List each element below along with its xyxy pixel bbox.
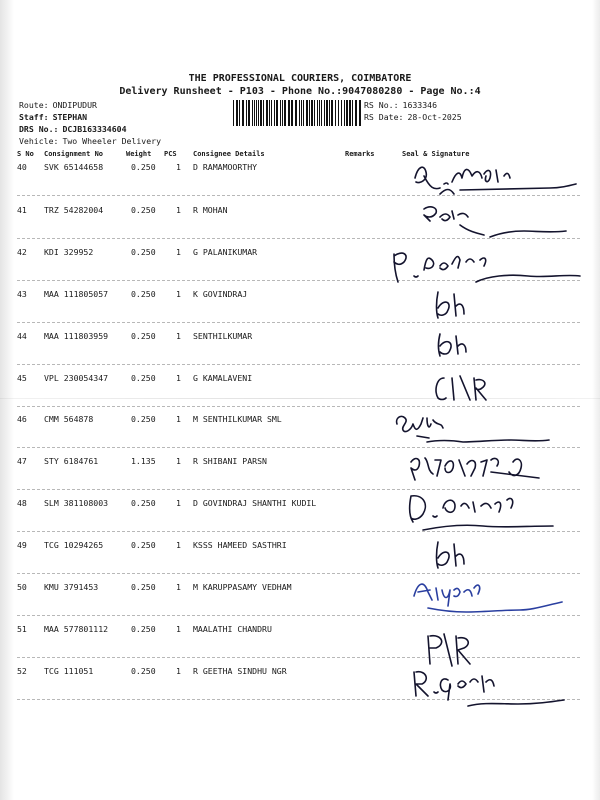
row-weight: 0.250: [131, 331, 156, 341]
row-weight: 0.250: [131, 162, 156, 172]
row-consignee: MAALATHI CHANDRU: [193, 624, 272, 634]
row-pcs: 1: [176, 414, 181, 424]
row-weight: 0.250: [131, 582, 156, 592]
row-weight: 0.250: [131, 247, 156, 257]
barcode-bar: [303, 100, 304, 126]
row-pcs: 1: [176, 582, 181, 592]
row-consignment-no: TCG 10294265: [44, 540, 104, 550]
barcode-bar: [266, 100, 268, 126]
signature-row-49: [430, 538, 470, 576]
drs-value: DCJB163334604: [62, 124, 127, 134]
row-sno: 49: [17, 540, 27, 550]
barcode-bar: [352, 100, 353, 126]
row-weight: 0.250: [131, 414, 156, 424]
row-sno: 42: [17, 247, 27, 257]
signature-row-43: [430, 288, 470, 326]
signature-row-50: [408, 576, 568, 624]
row-consignee: KSSS HAMEED SASTHRI: [193, 540, 287, 550]
barcode-bar: [282, 100, 283, 126]
row-sno: 47: [17, 456, 27, 466]
runsheet-barcode: [233, 100, 361, 126]
row-consignee: R MOHAN: [193, 205, 228, 215]
row-weight: 1.135: [131, 456, 156, 466]
row-consignment-no: KDI 329952: [44, 247, 94, 257]
barcode-bar: [271, 100, 272, 126]
row-divider: [17, 364, 580, 365]
row-consignee: R SHIBANI PARSN: [193, 456, 267, 466]
barcode-bar: [335, 100, 336, 126]
barcode-bar: [319, 100, 320, 126]
row-consignment-no: VPL 230054347: [44, 373, 109, 383]
row-weight: 0.250: [131, 498, 156, 508]
barcode-bar: [256, 100, 257, 126]
vehicle-value: Two Wheeler Delivery: [62, 136, 162, 146]
barcode-bar: [236, 100, 238, 126]
row-consignee: SENTHILKUMAR: [193, 331, 253, 341]
row-weight: 0.250: [131, 666, 156, 676]
row-weight: 0.250: [131, 205, 156, 215]
barcode-bar: [314, 100, 315, 126]
company-title: THE PROFESSIONAL COURIERS, COIMBATORE: [188, 73, 412, 84]
row-consignment-no: STY 6184761: [44, 456, 99, 466]
row-sno: 45: [17, 373, 27, 383]
barcode-bar: [355, 100, 357, 126]
barcode-bar: [306, 100, 308, 126]
barcode-bar: [317, 100, 318, 126]
table-row: [0, 289, 600, 329]
barcode-bar: [299, 100, 300, 126]
row-consignee: K GOVINDRAJ: [193, 289, 248, 299]
barcode-bar: [269, 100, 270, 126]
barcode-bar: [276, 100, 278, 126]
row-weight: 0.250: [131, 624, 156, 634]
runsheet-subtitle: Delivery Runsheet - P103 - Phone No.:9047080280 - Page No.:4: [119, 86, 481, 97]
drs-line: [19, 124, 127, 134]
row-consignment-no: SLM 381108003: [44, 498, 109, 508]
row-pcs: 1: [176, 498, 181, 508]
barcode-bar: [329, 100, 330, 126]
signature-row-46: [393, 410, 553, 454]
row-weight: 0.250: [131, 289, 156, 299]
barcode-bar: [291, 100, 293, 126]
row-pcs: 1: [176, 205, 181, 215]
row-consignee: R GEETHA SINDHU NGR: [193, 666, 287, 676]
signature-row-52: [408, 662, 568, 712]
barcode-bar: [254, 100, 255, 126]
barcode-bar: [258, 100, 259, 126]
row-sno: 46: [17, 414, 27, 424]
row-pcs: 1: [176, 289, 181, 299]
barcode-bar: [311, 100, 313, 126]
row-consignment-no: KMU 3791453: [44, 582, 99, 592]
col-header-pcs: PCS: [164, 150, 177, 158]
col-header-consignee: Consignee Details: [193, 150, 265, 158]
row-weight: 0.250: [131, 373, 156, 383]
row-sno: 44: [17, 331, 27, 341]
barcode-bar: [288, 100, 290, 126]
row-consignment-no: TCG 111051: [44, 666, 94, 676]
rs-date-label: RS Date:: [364, 112, 404, 122]
table-row: [0, 331, 600, 371]
row-sno: 41: [17, 205, 27, 215]
row-sno: 43: [17, 289, 27, 299]
barcode-bar: [242, 100, 244, 126]
row-consignment-no: TRZ 54282004: [44, 205, 104, 215]
drs-label: DRS No.:: [19, 124, 59, 134]
rs-no-value: 1633346: [402, 100, 438, 110]
signature-row-44: [432, 330, 472, 364]
row-pcs: 1: [176, 331, 181, 341]
barcode-bar: [233, 100, 234, 126]
staff-value: STEPHAN: [52, 112, 88, 122]
col-header-sno: S No: [17, 150, 34, 158]
barcode-bar: [246, 100, 247, 126]
row-sno: 40: [17, 162, 27, 172]
col-header-remarks: Remarks: [345, 150, 375, 158]
signature-row-41: [420, 203, 570, 249]
row-divider: [17, 573, 580, 574]
staff-label: Staff:: [19, 112, 49, 122]
signature-row-45: [430, 372, 500, 408]
barcode-bar: [248, 100, 250, 126]
barcode-bar: [239, 100, 240, 126]
barcode-bar: [263, 100, 264, 126]
barcode-bar: [344, 100, 345, 126]
row-sno: 52: [17, 666, 27, 676]
row-pcs: 1: [176, 666, 181, 676]
rs-date-value: 28-Oct-2025: [407, 112, 462, 122]
row-consignee: D RAMAMOORTHY: [193, 162, 258, 172]
row-pcs: 1: [176, 162, 181, 172]
col-header-weight: Weight: [126, 150, 152, 158]
signature-row-40: [410, 158, 580, 204]
row-consignee: G PALANIKUMAR: [193, 247, 258, 257]
row-consignee: M SENTHILKUMAR SML: [193, 414, 282, 424]
barcode-bar: [309, 100, 310, 126]
barcode-bar: [341, 100, 342, 126]
route-line: [19, 100, 97, 110]
row-consignee: M KARUPPASAMY VEDHAM: [193, 582, 292, 592]
row-consignee: G KAMALAVENI: [193, 373, 253, 383]
row-consignment-no: MAA 111805057: [44, 289, 109, 299]
barcode-bar: [260, 100, 262, 126]
row-sno: 51: [17, 624, 27, 634]
rs-no-line: [364, 100, 437, 110]
barcode-bar: [338, 100, 339, 126]
row-pcs: 1: [176, 624, 181, 634]
vehicle-label: Vehicle:: [19, 136, 59, 146]
row-sno: 50: [17, 582, 27, 592]
barcode-bar: [284, 100, 286, 126]
row-weight: 0.250: [131, 540, 156, 550]
barcode-bar: [331, 100, 333, 126]
route-label: Route:: [19, 100, 49, 110]
signature-row-42: [388, 246, 583, 294]
barcode-bar: [252, 100, 253, 126]
rs-no-label: RS No.:: [364, 100, 399, 110]
barcode-bar: [349, 100, 351, 126]
row-pcs: 1: [176, 456, 181, 466]
route-value: ONDIPUDUR: [52, 100, 97, 110]
barcode-bar: [274, 100, 275, 126]
barcode-bar: [301, 100, 302, 126]
barcode-bar: [359, 100, 361, 126]
row-pcs: 1: [176, 373, 181, 383]
barcode-bar: [346, 100, 348, 126]
signature-row-48: [403, 490, 573, 538]
row-consignee: D GOVINDRAJ SHANTHI KUDIL: [193, 498, 317, 508]
row-sno: 48: [17, 498, 27, 508]
table-row: [0, 540, 600, 580]
row-divider: [17, 657, 580, 658]
rs-date-line: [364, 112, 462, 122]
col-header-consignment: Consignment No: [44, 150, 104, 158]
table-row: [0, 624, 600, 664]
row-divider: [17, 322, 580, 323]
barcode-bar: [324, 100, 325, 126]
row-consignment-no: MAA 111803959: [44, 331, 109, 341]
col-header-seal: Seal & Signature: [402, 150, 470, 158]
barcode-bar: [321, 100, 322, 126]
table-row: [0, 373, 600, 413]
row-pcs: 1: [176, 247, 181, 257]
barcode-bar: [326, 100, 328, 126]
row-consignment-no: MAA 577801112: [44, 624, 109, 634]
vehicle-line: [19, 136, 161, 146]
barcode-bar: [280, 100, 281, 126]
row-pcs: 1: [176, 540, 181, 550]
barcode-bar: [295, 100, 297, 126]
row-consignment-no: SVK 65144658: [44, 162, 104, 172]
row-consignment-no: CMM 564878: [44, 414, 94, 424]
staff-line: [19, 112, 87, 122]
